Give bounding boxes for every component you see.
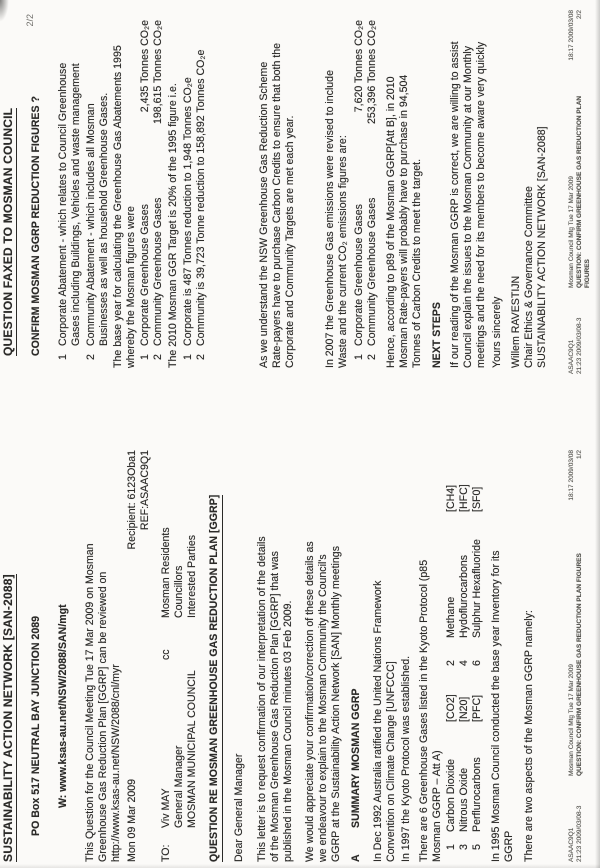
gas-symbol: [CO2] xyxy=(445,694,457,722)
request-paragraph xyxy=(256,450,295,862)
section-a-label: A xyxy=(350,854,362,862)
row-value: 253,396 Tonnes CO₂e xyxy=(366,20,378,125)
scan-edge-shadow xyxy=(595,0,600,868)
spacer xyxy=(186,618,199,660)
paragraph-line: There are 6 Greenhouse Gases listed in the Kyoto Protocol (p85 xyxy=(418,559,430,862)
row-number: 2 xyxy=(366,354,378,360)
base-year-paragraph xyxy=(112,10,138,374)
signature-name: Willem RAVESTIJN xyxy=(510,275,522,368)
six-gases-paragraph xyxy=(418,450,444,862)
item-line: Corporate Abatement - which relates to Council Greenhouse xyxy=(57,62,69,346)
gas-table-row xyxy=(458,450,471,862)
abatement-item-1 xyxy=(57,10,83,374)
fax-footer-stamp-block xyxy=(568,450,584,526)
reduction-rows xyxy=(182,10,208,374)
paragraph-line: In Dec 1992 Australia ratified the United Nations Framework xyxy=(372,580,384,862)
fax-page-number: 1/2 xyxy=(576,450,583,460)
paragraph-line: Mosman Rate-payers will probably have to purchase in 94,504 xyxy=(398,74,410,368)
row-label: Community Greenhouse Gases xyxy=(152,197,164,346)
to-row xyxy=(173,450,186,862)
to-name: Viv MAY xyxy=(160,788,172,828)
row-label: Corporate Greenhouse Gases xyxy=(139,204,151,346)
row-number: 2 xyxy=(195,354,207,360)
intro-line: http://www.ksas-au.net/NSW/2088/cnl/myr xyxy=(110,664,122,862)
signature-org: SUSTAINABILITY ACTION NETWORK [SAN-2088] xyxy=(536,126,548,368)
spacer xyxy=(173,828,186,862)
spacer xyxy=(173,618,186,660)
emissions-1995-rows xyxy=(139,10,165,374)
item-number: 1 xyxy=(57,354,69,360)
recipient-ref: REF:ASAAC9Q1 xyxy=(139,450,151,531)
fax-footer-doc-block xyxy=(568,86,592,288)
row-text: Corporate is 487 Tonnes reduction to 1,948 Tonnes CO₂e xyxy=(182,77,194,346)
row-label: Corporate Greenhouse Gases xyxy=(353,204,365,346)
page2-title xyxy=(2,10,17,374)
gas-symbol: [CH4] xyxy=(445,484,457,512)
paragraph-line: Convention on Climate Change [UNFCCC] xyxy=(385,661,397,862)
gas-table-row xyxy=(445,450,458,862)
fax-footer-doc-block xyxy=(568,526,584,776)
paragraph-line: Council explain the issues to the Mosman Community at our Monthly xyxy=(462,45,474,368)
gas-symbol: [SF0] xyxy=(471,486,483,512)
item-text xyxy=(85,10,111,346)
paragraph-line: Rate-payers have to purchase Carbon Credits to ensure that both the xyxy=(271,42,283,368)
intro-line: This Question for the Council Meeting Tue 17 Mar 2009 on Mosman xyxy=(84,543,96,862)
gas-num: 5 xyxy=(471,844,483,850)
next-steps-heading: NEXT STEPS xyxy=(431,302,443,368)
cc-name: Councillors xyxy=(173,565,185,618)
gas-symbol: [PFC] xyxy=(471,694,483,722)
page2-subtitle: CONFIRM MOSMAN GGRP REDUCTION FIGURES ? xyxy=(30,96,42,356)
gas-name: Hydoflurocarbons xyxy=(458,554,470,638)
to-cc-block xyxy=(160,450,199,862)
gas-num: 2 xyxy=(445,660,457,666)
row-value: 198,615 Tonnes CO₂e xyxy=(152,20,164,125)
item-number: 2 xyxy=(85,354,97,360)
row-number: 1 xyxy=(139,354,151,360)
cc-name: Mosman Residents xyxy=(160,527,172,618)
emissions-row xyxy=(353,10,366,374)
gas-table xyxy=(445,450,484,862)
appreciate-paragraph xyxy=(304,450,343,862)
paragraph-line: The base year for calculating the Greenhouse Gas Abatements 1995 xyxy=(112,45,124,368)
org-name-text: SUSTAINABILITY ACTION NETWORK [SAN-2088] xyxy=(1,574,15,862)
emissions-row xyxy=(152,10,165,374)
reduction-row xyxy=(195,10,208,374)
subject-heading xyxy=(208,450,223,862)
paragraph-line: whereby the Mosman figures were xyxy=(125,206,137,368)
to-name: MOSMAN MUNICIPAL COUNCIL xyxy=(186,670,198,828)
fax-footer-page2 xyxy=(568,10,592,374)
gas-num: 1 xyxy=(445,844,457,850)
to-row xyxy=(186,450,199,862)
next-steps-paragraph xyxy=(449,10,488,374)
letter-date: Mon 09 Mar 2009 xyxy=(126,778,138,862)
row-text: Community is 39,723 Tonne reduction to 158,892 Tonnes CO₂e xyxy=(195,49,207,346)
paragraph-line: we endeavour to explain to the Mosman Community the Council's xyxy=(317,554,329,862)
inventory-paragraph xyxy=(490,450,516,862)
gas-name: Nitrous Oxide xyxy=(458,767,470,832)
gas-table-row xyxy=(471,450,484,862)
fax-doc-subject: QUESTION: CONFIRM GREENHOUSE GAS REDUCTION PLAN FIGURES xyxy=(576,553,583,776)
item-line: Gases including Buildings, Vehicles and waste management xyxy=(70,63,82,346)
gas-name: Sulphur Hexafluoride xyxy=(471,539,483,638)
to-name: General Manager xyxy=(173,745,185,828)
emissions-row xyxy=(366,10,379,374)
fax-id: ASAAC9Q1 xyxy=(568,827,575,862)
abatement-item-2 xyxy=(85,10,111,374)
org-website: W: www.ksas-au.net/NSW/2088/SAN/mgt xyxy=(57,604,69,808)
recipient-id: Recipient: 6123Oba1 xyxy=(126,450,138,550)
fax-stamp-time: 18:17 2009/03/08 xyxy=(568,10,575,61)
row-number: 1 xyxy=(353,354,365,360)
cc-name: Interested Parties xyxy=(186,534,198,618)
gas-num: 4 xyxy=(458,660,470,666)
hence-paragraph xyxy=(385,10,424,374)
to-label: TO: xyxy=(160,844,172,862)
page2-title-text: QUESTION FAXED TO MOSMAN COUNCIL xyxy=(1,107,15,356)
corner-page-number: 2/2 xyxy=(25,14,35,27)
item-line: Businesses as well as household Greenhouse Gases. xyxy=(98,92,110,346)
paragraph-line: We would appreciate your confirmation/correction of these details as xyxy=(304,541,316,862)
paragraph-line: Mosman GGRP – Att A) xyxy=(431,750,443,862)
revised-2007-paragraph xyxy=(324,10,350,374)
section-a-heading xyxy=(350,450,363,862)
fax-session: 21:23 2009/03/08-3 xyxy=(576,317,583,374)
to-row xyxy=(160,450,173,862)
fax-doc-title: Mosman Council Mtg Tue 17 Mar 2009 xyxy=(568,176,575,288)
signature-role: Chair Ethics & Governance Committee xyxy=(523,186,535,368)
org-address: PO Box 517 NEUTRAL BAY JUNCTION 2089 xyxy=(30,616,42,836)
paragraph-line: Tonnes of Carbon Credits to meet the target. xyxy=(411,158,423,368)
unfccc-paragraph xyxy=(372,450,398,862)
item-text xyxy=(57,10,83,346)
cc-label: cc xyxy=(160,649,172,660)
paragraph-line: Waste and the current CO₂ emissions figures are: xyxy=(337,135,349,368)
reduction-row xyxy=(182,10,195,374)
scan-corner-artifact xyxy=(0,0,9,22)
fax-stamp-time: 18:17 2009/03/08 xyxy=(568,450,575,501)
paragraph-line: This letter is to request confirmation of our interpretation of the details xyxy=(256,536,268,862)
spacer xyxy=(186,828,199,862)
scan-edge-shadow xyxy=(0,864,600,868)
subject-text: QUESTION RE MOSMAN GREENHOUSE GAS REDUCTION PLAN [GGRP] xyxy=(208,495,223,862)
recipient-block xyxy=(126,450,152,550)
paragraph-line: GGRP at the Sustainability Action Network [SAN] Monthly meetings xyxy=(330,546,342,862)
paragraph-line: In 1995 Mosman Council conducted the base year Inventory for its xyxy=(490,550,502,862)
item-line: Community Abatement - which includes all Mosman xyxy=(85,103,97,346)
org-name xyxy=(2,450,17,862)
fax-page-1 xyxy=(0,450,600,862)
paragraph-line: As we understand the NSW Greenhouse Gas Reduction Scheme xyxy=(258,61,270,368)
nsw-scheme-paragraph xyxy=(258,10,297,374)
fax-footer-id-block xyxy=(568,776,584,862)
gas-name: Methane xyxy=(445,596,457,638)
paragraph-line: GGRP xyxy=(503,830,515,862)
aspects-line: There are two aspects of the Mosman GGRP namely: xyxy=(523,610,535,862)
paragraph-line: Hence, according to p89 of the Mosman GGRP[Att B], in 2010 xyxy=(385,76,397,368)
fax-session: 21:23 2009/03/08-3 xyxy=(576,805,583,862)
fax-page-number: 2/2 xyxy=(576,10,583,20)
row-value: 2,435 Tonnes CO₂e xyxy=(139,20,151,113)
paragraph-line: If our reading of the Mosman GGRP is correct, we are willing to assist xyxy=(449,41,461,368)
target-line: The 2010 Mosman GGR Target is 20% of the 1995 figure i.e. xyxy=(167,83,179,368)
row-number: 2 xyxy=(152,354,164,360)
gas-num: 6 xyxy=(471,660,483,666)
emissions-2007-rows xyxy=(353,10,379,374)
intro-paragraph xyxy=(84,450,123,862)
paragraph-line: Corporate and Community Targets are met each year. xyxy=(284,115,296,368)
emissions-row xyxy=(139,10,152,374)
row-number: 1 xyxy=(182,354,194,360)
fax-footer-page1 xyxy=(568,450,584,862)
row-value: 7,620 Tonnes CO₂e xyxy=(353,20,365,113)
fax-footer-id-block xyxy=(568,288,592,374)
date-recipient-row xyxy=(126,450,152,862)
fax-page-2 xyxy=(0,10,600,374)
paragraph-line: In 2007 the Greenhouse Gas emissions were revised to include xyxy=(324,70,336,368)
paragraph-line: of the Mosman Greenhouse Gas Reduction Plan [GGRP] that was xyxy=(269,551,281,862)
gas-name: Carbon Dioxide xyxy=(445,758,457,832)
kyoto-line: In 1997 the Kyoto Protocol was established. xyxy=(400,655,412,862)
paragraph-line: meetings and the need for its members to become aware very quickly xyxy=(475,41,487,368)
fax-doc-subject: QUESTION: CONFIRM GREENHOUSE GAS REDUCTION PLAN FIGURES xyxy=(576,95,591,288)
gas-num: 3 xyxy=(458,844,470,850)
gas-symbol: [HFC] xyxy=(458,484,470,512)
row-label: Community Greenhouse Gases xyxy=(366,197,378,346)
intro-line: Greenhouse Gas Reduction Plan [GGRP] can be reviewed on xyxy=(97,571,109,862)
gas-name: Perflurocarbons xyxy=(471,757,483,832)
signature-block xyxy=(510,10,549,374)
section-a-title: SUMMARY MOSMAN GGRP xyxy=(350,688,362,828)
fax-id: ASAAC9Q1 xyxy=(568,339,575,374)
paragraph-line: published in the Mosman Council minutes 03 Feb 2009. xyxy=(282,600,294,862)
salutation: Dear General Manager xyxy=(233,753,245,862)
fax-doc-title: Mosman Council Mtg Tue 17 Mar 2009 xyxy=(568,664,575,776)
gas-symbol: [N20] xyxy=(458,696,470,722)
closing-line: Yours sincerely xyxy=(491,296,503,368)
fax-footer-stamp-block xyxy=(568,10,592,86)
